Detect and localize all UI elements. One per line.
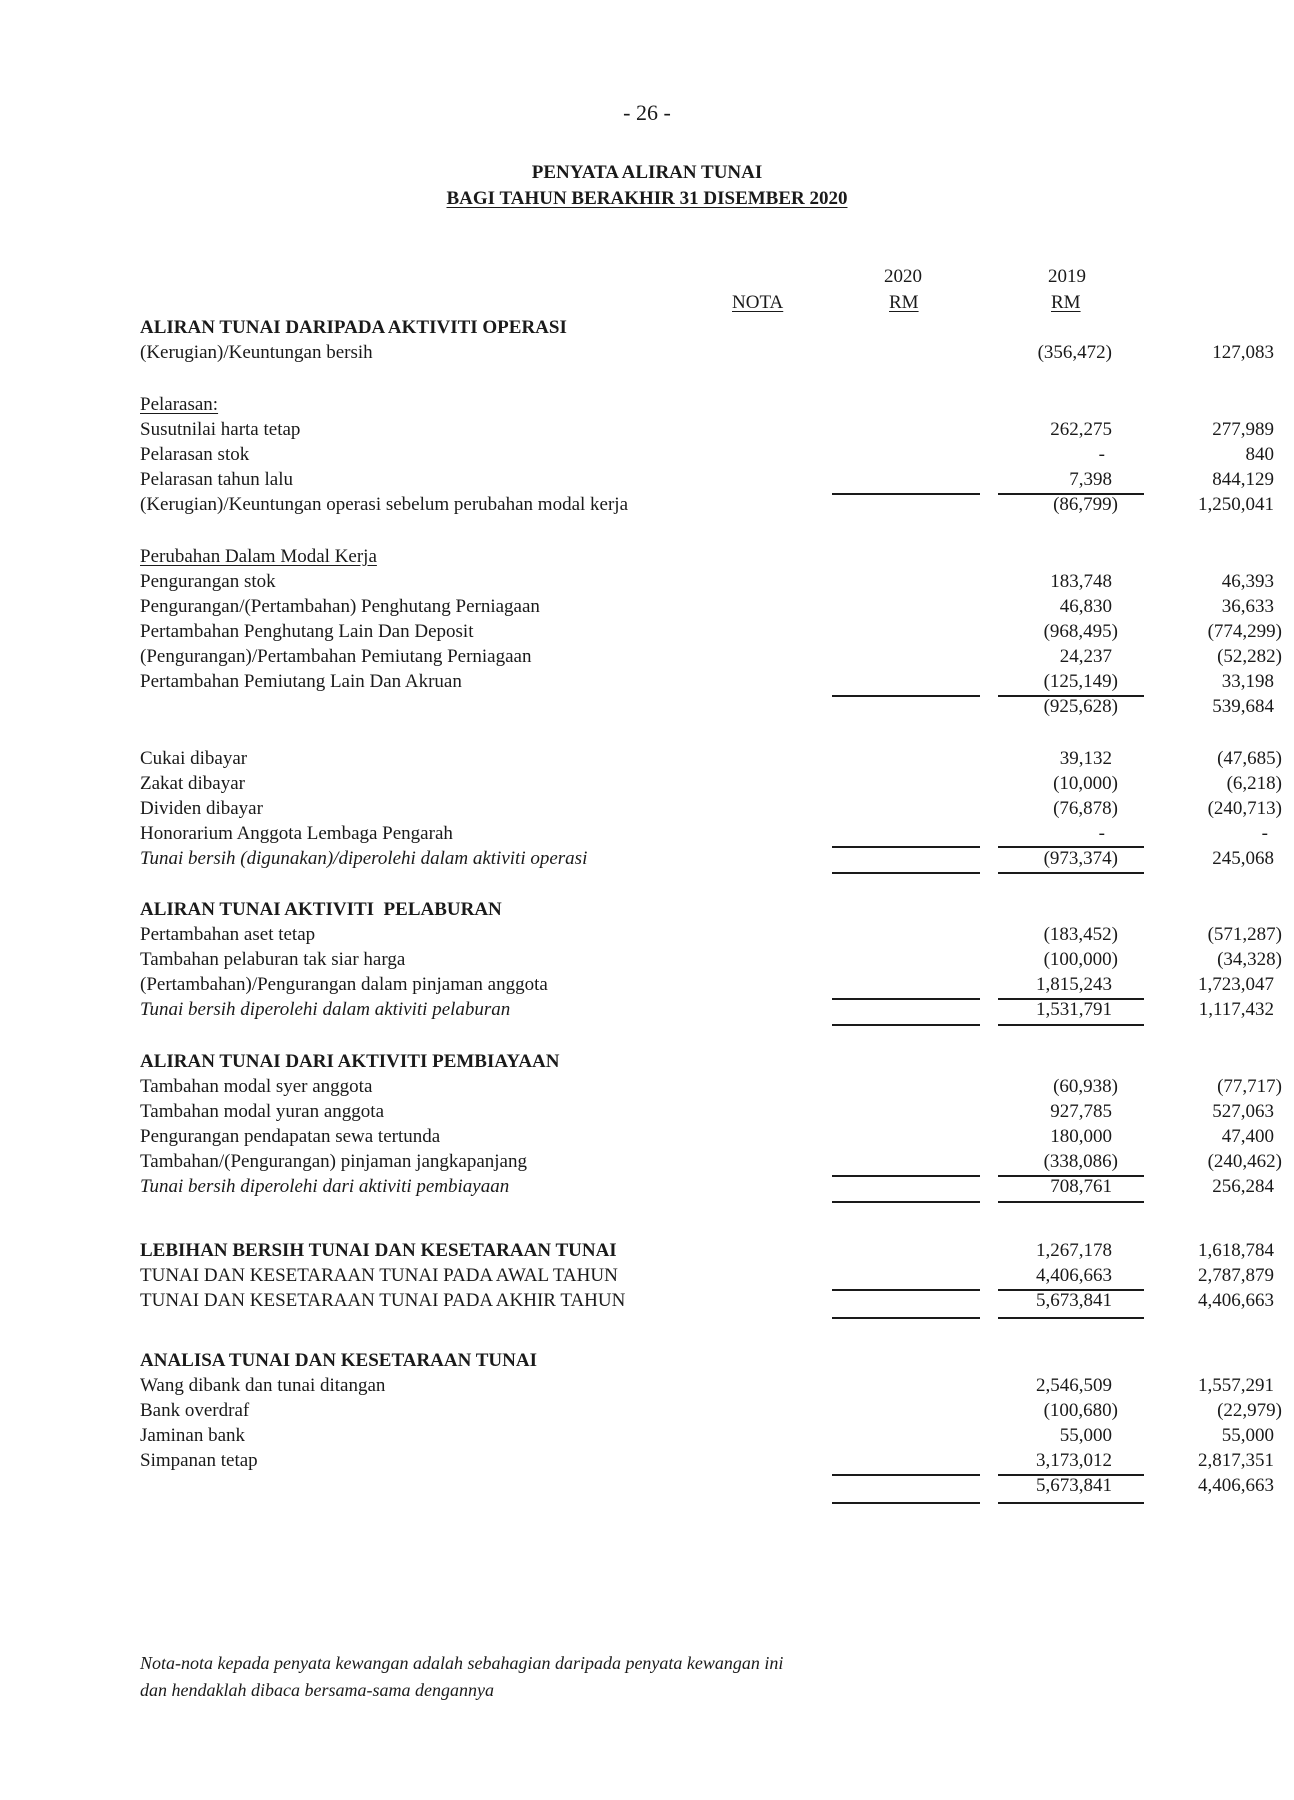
table-row: Pertambahan Pemiutang Lain Dan Akruan (125,149) 33,198 [140,671,1274,692]
pembiayaan-total-row: Tunai bersih diperolehi dari aktiviti pembiayaan 708,761 256,284 [140,1176,1274,1197]
table-row: (Pertambahan)/Pengurangan dalam pinjaman anggota 1,815,243 1,723,047 [140,974,1274,995]
value-2019: 127,083 [1212,342,1274,363]
table-row: Pertambahan Penghutang Lain Dan Deposit (968,495) (774,299) [140,621,1282,642]
operasi-total-row: Tunai bersih (digunakan)/diperolehi dalam aktiviti operasi (973,374) 245,068 [140,848,1274,869]
total-rule [832,1201,980,1203]
table-row: (Pengurangan)/Pertambahan Pemiutang Perniagaan 24,237 (52,282) [140,646,1282,667]
net-increase-row: LEBIHAN BERSIH TUNAI DAN KESETARAAN TUNAI 1,267,178 1,618,784 [140,1240,1274,1261]
table-row: Pengurangan pendapatan sewa tertunda 180,000 47,400 [140,1126,1274,1147]
double-total-rule [998,1315,1144,1319]
nota-header: NOTA [732,292,784,313]
table-row: Tambahan modal syer anggota (60,938) (77,717) [140,1076,1282,1097]
table-row: (Kerugian)/Keuntungan bersih (356,472) 127,083 [140,342,1274,363]
table-row: Pelarasan tahun lalu 7,398 844,129 [140,469,1274,490]
table-row: Simpanan tetap 3,173,012 2,817,351 [140,1450,1274,1471]
table-row: Pertambahan aset tetap (183,452) (571,287) [140,924,1282,945]
statement-title: PENYATA ALIRAN TUNAI [531,162,763,183]
table-row: Bank overdraf (100,680) (22,979) [140,1400,1282,1421]
table-row: Zakat dibayar (10,000) (6,218) [140,773,1282,794]
currency-2019-header: RM [1051,292,1081,313]
table-row: Honorarium Anggota Lembaga Pengarah - - [140,823,1268,844]
pelaburan-total-row: Tunai bersih diperolehi dalam aktiviti pelaburan 1,531,791 1,117,432 [140,999,1274,1020]
section-heading-pelaburan: ALIRAN TUNAI AKTIVITI PELABURAN [140,899,502,920]
table-row: Dividen dibayar (76,878) (240,713) [140,798,1282,819]
page-number: - 26 - [623,100,671,125]
total-rule [998,1201,1144,1203]
subheading-pelarasan: Pelarasan: [140,394,219,415]
currency-2020-header: RM [889,292,919,313]
table-row: Pengurangan stok 183,748 46,393 [140,571,1274,592]
wc-subtotal-row: (925,628) 539,684 [1043,696,1274,717]
value-2020: (356,472) [1037,342,1112,363]
year-2019-header: 2019 [1048,266,1086,287]
section-heading-operasi: ALIRAN TUNAI DARIPADA AKTIVITI OPERASI [140,317,567,338]
double-total-rule [832,1500,980,1504]
table-row: Tambahan modal yuran anggota 927,785 527,063 [140,1101,1274,1122]
double-total-rule [832,1315,980,1319]
closing-balance-row: TUNAI DAN KESETARAAN TUNAI PADA AKHIR TAHUN 5,673,841 4,406,663 [140,1290,1274,1311]
table-row: Pelarasan stok - 840 [140,444,1274,465]
section-heading-pembiayaan: ALIRAN TUNAI DARI AKTIVITI PEMBIAYAAN [140,1051,560,1072]
subheading-modal-kerja: Perubahan Dalam Modal Kerja [140,546,377,567]
analisa-total-row: 5,673,841 4,406,663 [1036,1475,1274,1496]
double-total-rule [998,1500,1144,1504]
table-row: Pengurangan/(Pertambahan) Penghutang Perniagaan 46,830 36,633 [140,596,1274,617]
table-row: Tambahan pelaburan tak siar harga (100,000) (34,328) [140,949,1282,970]
section-heading-analisa: ANALISA TUNAI DAN KESETARAAN TUNAI [140,1350,537,1371]
total-rule [998,872,1144,874]
table-row: Jaminan bank 55,000 55,000 [140,1425,1274,1446]
year-2020-header: 2020 [884,266,922,287]
statement-subtitle: BAGI TAHUN BERAKHIR 31 DISEMBER 2020 [446,188,848,209]
total-rule [832,1024,980,1026]
table-row: Wang dibank dan tunai ditangan 2,546,509 1,557,291 [140,1375,1274,1396]
table-row: (Kerugian)/Keuntungan operasi sebelum perubahan modal kerja (86,799) 1,250,041 [140,494,1274,515]
footer-note: Nota-nota kepada penyata kewangan adalah sebahagian daripada penyata kewangan ini dan hendaklah dibaca bersama-sama dengannya [140,1653,784,1700]
total-rule [832,872,980,874]
total-rule [998,1024,1144,1026]
table-row: Tambahan/(Pengurangan) pinjaman jangkapanjang (338,086) (240,462) [140,1151,1282,1172]
table-row: Cukai dibayar 39,132 (47,685) [140,748,1282,769]
table-row: Susutnilai harta tetap 262,275 277,989 [140,419,1274,440]
opening-balance-row: TUNAI DAN KESETARAAN TUNAI PADA AWAL TAHUN 4,406,663 2,787,879 [140,1265,1274,1286]
